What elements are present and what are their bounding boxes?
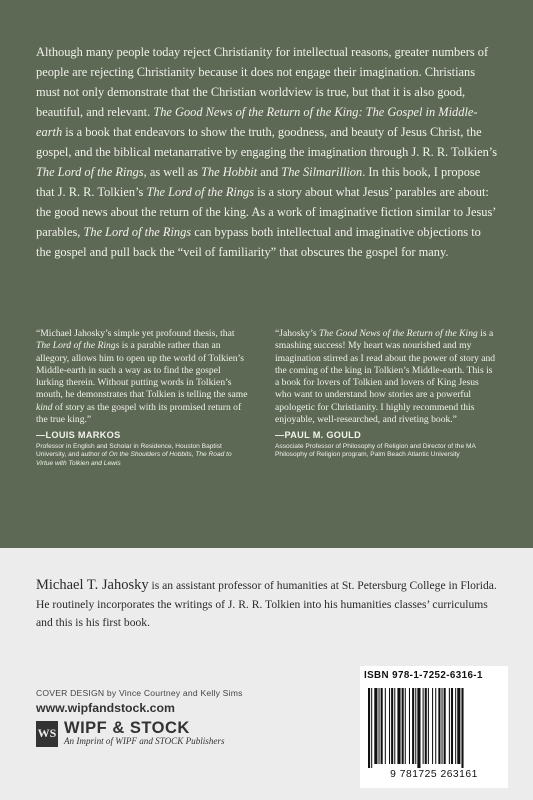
barcode-bar [371,688,372,768]
barcode-bar [389,688,390,764]
barcode-bar [451,688,453,764]
publisher-url[interactable]: www.wipfandstock.com [36,701,175,715]
endorsement-markos [36,328,248,468]
description-text: can bypass both intellectual and imaginative objections to the gospel and pull back the “veil of familiarity” that obscures the gospel for many. [36,225,481,259]
endorser-affiliation [36,443,248,469]
barcode-bar [449,688,450,764]
barcode-bar [444,688,446,764]
barcode-bar [435,688,436,764]
work-title: The Hobbit [201,165,258,179]
affiliation-text: Professor in English and Scholar in Residence, Houston Baptist University, and author of [36,442,222,459]
barcode-bar [415,688,416,764]
affiliation-text: , [191,451,196,459]
work-title: The Lord of the Rings [36,165,144,179]
barcode-bar [385,688,386,764]
quote-text: is a smashing success! My heart was nourished and my imagination stirred as I read about the power of story and the coming of the king in Tolkien’s Middle-earth. This is a book for lovers of Tolkien and lovers of King Jesus who want to understand how stories are a powerful apologetic for Christianity. I highly recommend this enjoyable, well-researched, and riveting book.” [275,328,496,426]
work-title: The Lord of the Rings [146,185,255,199]
barcode-bar [381,688,383,764]
quote-italic: The Lord of the Rings [36,340,120,352]
endorsement-gould [275,328,497,460]
barcode-bar [428,688,429,764]
endorser-name: —LOUIS MARKOS [36,430,121,441]
barcode-bar [402,688,404,764]
barcode-bar [412,688,414,764]
publisher-text [64,720,225,747]
barcode-bar [417,688,420,768]
barcode-bar [455,688,456,764]
endorser-affiliation: Associate Professor of Philosophy of Religion and Director of the MA Philosophy of Religion program, Palm Beach Atlantic University [275,442,476,459]
quote-italic: kind [36,401,53,413]
barcode-bar [394,688,395,764]
description-text: and [257,165,282,179]
book-description [36,42,498,262]
barcode-bar [423,688,424,764]
author-name: Michael T. Jahosky [36,577,149,593]
author-panel [0,548,533,800]
work-title: The Lord of the Rings [83,225,192,239]
barcode-icon [366,688,502,768]
publisher-logo [36,720,225,747]
description-text: , as well as [143,165,202,179]
quote-text: is a parable rather than an allegory, allows him to open up the world of Tolkien’s Middle-earth in such a way as to find the gospel lurking therein. Without putting words in Tolkien’s mouth, he demonstrates that Tolkien is telling the same [36,340,248,401]
barcode-bar [438,688,440,764]
quote-text: “Jahosky’s [275,328,319,339]
barcode-bar [397,688,400,764]
barcode-block [360,666,508,788]
description-text: Although many people today reject Christianity for intellectual reasons, greater numbers of people are rejecting Christianity because it does not engage their imagination. Christians must not only demonstrate that the Christian worldview is true, but that it is also good, beautiful, and relevant. [36,45,489,119]
barcode-bar [409,688,410,764]
cover-design-credit: COVER DESIGN by Vince Courtney and Kelly Sims [36,688,243,698]
work-title: The Silmarillion [281,165,363,179]
barcode-bar [442,688,443,764]
barcode-bar [461,688,463,768]
quote-text: “Michael Jahosky’s simple yet profound thesis, that [36,328,235,339]
publisher-tagline: An Imprint of WIPF and STOCK Publishers [64,736,225,746]
bio-text: is an assistant professor of humanities at St. Petersburg College in Florida. He routinely incorporates the writings of J. R. R. Tolkien into his humanities classes’ curriculums and this is his first book. [36,579,497,629]
isbn-label: ISBN 978-1-7252-6316-1 [364,670,483,681]
barcode-bar [368,688,370,768]
quote-italic: The Good News of the Return of the King [318,328,478,339]
barcode-bar [405,688,406,764]
barcode-bar [379,688,380,764]
book-title: The Good News of the Return of the King: The Gospel in Middle-earth [36,105,478,139]
barcode-bar [391,688,393,764]
barcode-bar [457,688,460,764]
author-bio [36,576,506,633]
affiliation-italic: The Road to Virtue with Tolkien and Lewis [36,451,232,467]
endorsement-quote [36,328,248,426]
endorser-name: —PAUL M. GOULD [275,430,362,441]
description-text: . In this book, I propose that J. R. R. Tolkien’s [36,165,481,199]
barcode-bar [425,688,427,764]
quote-text: of story as the gospel with its promised return of the true king.” [36,401,242,426]
publisher-name: WIPF & STOCK [64,719,190,737]
description-text: is a story about what Jesus’ parables are about: the good news about the return of the king. As a work of imaginative fiction similar to Jesus’ parables, [36,185,496,239]
barcode-bar [374,688,377,764]
affiliation-italic: On the Shoulders of Hobbits [108,451,192,459]
description-text: is a book that endeavors to show the truth, goodness, and beauty of Jesus Christ, the gospel, and the biblical metanarrative by engaging the imagination through J. R. R. Tolkien’s [36,125,498,159]
barcode-number: 9 781725 263161 [390,769,478,780]
publisher-mark-icon: WS [36,721,58,747]
barcode-bar [432,688,433,764]
endorsement-quote [275,328,497,426]
